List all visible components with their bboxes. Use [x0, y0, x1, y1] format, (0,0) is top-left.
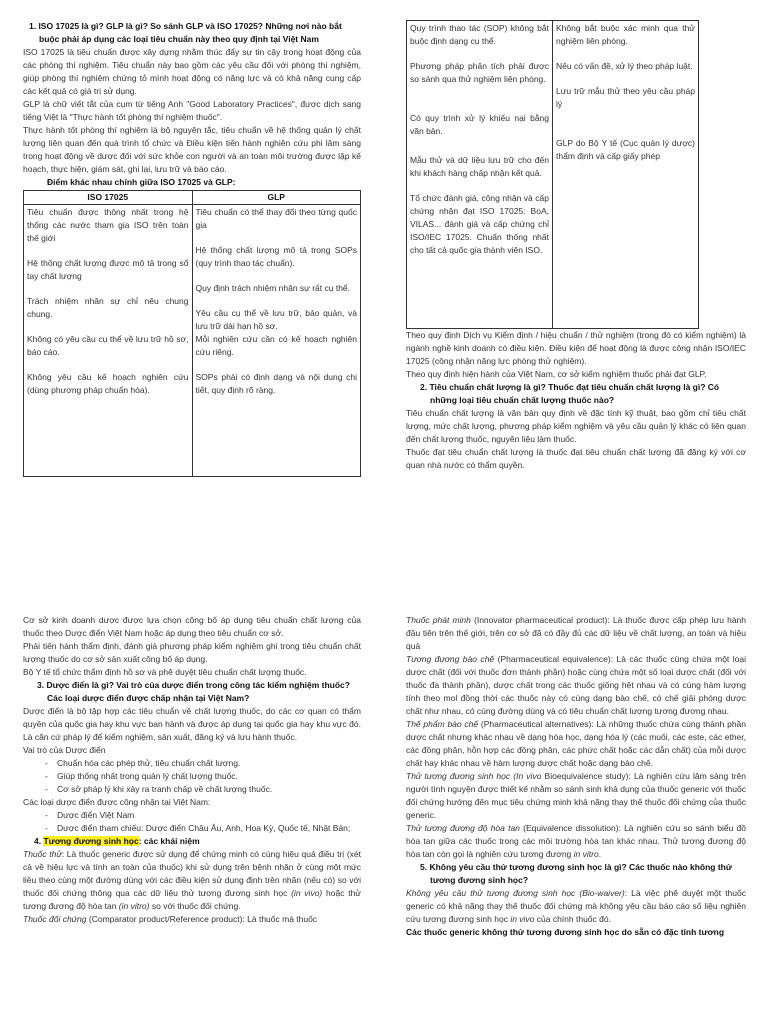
- paragraph: Thuốc đạt tiêu chuẩn chất lượng là thuốc đạt tiêu chuẩn chất lượng đã đăng ký với cơ quan nhà nước có thẩm quyền.: [406, 447, 746, 470]
- comparison-table-part-1: [23, 190, 361, 477]
- section-4-heading: 4. Tương đương sinh học: các khái niệm: [34, 836, 200, 846]
- bottom-right-column: [406, 614, 746, 939]
- cell-text: Tổ chức đánh giá, công nhận và cấp chứng nhận đạt ISO 17025: BoA, VILAS... đánh giá và cấp chứng chỉ ISO/IEC 17025. Chuẩn thống nhất cho tất cả quốc gia thành viên ISO.: [410, 193, 549, 255]
- paragraph: GLP là chữ viết tắt của cụm từ tiếng Anh "Good Laboratory Practices", được dịch sang tiếng Việt là "Thực hành tốt phòng thí nghiệm thuốc".: [23, 99, 361, 122]
- table-header-iso: ISO 17025: [24, 191, 193, 205]
- cell-text: Tiêu chuẩn được thông nhất trong hệ thống các nước tham gia ISO trên toàn thế giới: [27, 207, 189, 243]
- cell-text: Quy định trách nhiệm nhân sự rất cụ thể.: [195, 283, 351, 293]
- cell-text: Quy trình thao tác (SOP) không bắt buộc định dạng cụ thể.: [410, 23, 549, 46]
- table-cell-glp: [553, 21, 699, 329]
- cell-text: Không có yêu cầu cụ thể về lưu trữ hồ sơ, báo cáo.: [27, 334, 189, 357]
- definition: Thử tương đương độ hòa tan (Equivalence dissolution): Là nghiên cứu so sánh biểu đồ hòa tan giữa các thuốc trong các môi trường hòa tan khác nhau. Thử tương đương độ hòa tan còn gọi là nghiên cứu tương đương in vitro.: [406, 823, 746, 859]
- cell-text: Không bắt buộc xác minh qua thử nghiệm liên phòng.: [556, 23, 695, 46]
- cell-text: Yêu cầu cụ thể về lưu trữ, bảo quản, và lưu trữ dài hạn hồ sơ.: [195, 308, 357, 331]
- definition: Thử tương đương sinh học (In vivo Bioequivalence study): Là nghiên cứu lâm sàng trên người tình nguyện được thiết kế nhằm so sánh sinh khả dụng của thuốc generic với thuốc đối chứng hướng đến mục tiêu chứng minh khả năng thay thế thuốc đối chứng của thuốc generic.: [406, 771, 746, 820]
- paragraph: Tiêu chuẩn chất lượng là văn bản quy định về đặc tính kỹ thuật, bao gồm chỉ tiêu chất lượng, mức chất lượng, phương pháp kiểm nghiệm và yêu cầu quản lý khác có liên quan đến chất lượng thuốc, nguyên liệu làm thuốc.: [406, 408, 746, 444]
- cell-text: GLP do Bộ Y tế (Cục quản lý dược) thẩm định và cấp giấy phép: [556, 138, 695, 161]
- paragraph: Bộ Y tế tổ chức thẩm định hồ sơ và phê duyệt tiêu chuẩn chất lượng thuốc.: [23, 667, 307, 677]
- table-title: Điểm khác nhau chính giữa ISO 17025 và GLP:: [47, 177, 236, 187]
- paragraph: Theo quy định hiện hành của Việt Nam, cơ sở kiểm nghiệm thuốc phải đạt GLP.: [406, 369, 707, 379]
- cell-text: Lưu trữ mẫu thử theo yêu cầu pháp lý: [556, 86, 695, 109]
- cell-text: Tiêu chuẩn có thể thay đổi theo từng quốc gia: [195, 207, 357, 230]
- cell-text: Có quy trình xử lý khiếu nại bằng văn bản.: [410, 113, 549, 136]
- definition: Thuốc phát minh (Innovator pharmaceutical product): Là thuốc được cấp phép lưu hành đầu tiên trên thế giới, trên cơ sở đã có đầy đủ các dữ liệu về chất lượng, an toàn và hiệu quả: [406, 615, 746, 651]
- bottom-left-column: [23, 614, 361, 926]
- paragraph: Phải tiến hành thẩm định, đánh giá phương pháp kiểm nghiệm ghi trong tiêu chuẩn chất lượng thuốc do cơ sở sản xuất công bố áp dụng.: [23, 641, 361, 664]
- definition: Không yêu cầu thử tương đương sinh học (Bio-waiver): Là việc phê duyệt một thuốc generic có khả năng thay thế thuốc đối chứng mà không yêu cầu báo cáo số liệu nghiên cứu tương đương sinh học in vivo của chính thuốc đó.: [406, 888, 746, 924]
- section-3-heading: 3. Dược điển là gì? Vai trò của dược điển trong công tác kiểm nghiệm thuốc? Các loại dược điển được chấp nhận tại Việt Nam?: [37, 680, 350, 703]
- comparison-table-part-2: [406, 20, 699, 329]
- cell-text: Hệ thống chất lượng mô tả trong SOPs (quy trình thao tác chuẩn).: [195, 245, 357, 268]
- table-cell-glp: [192, 205, 361, 477]
- cell-text: Phương pháp phân tích phải được so sánh qua thử nghiệm liên phòng.: [410, 61, 549, 84]
- section-5-heading: 5. Không yêu cầu thử tương đương sinh học là gì? Các thuốc nào không thử tương đương sinh học?: [420, 862, 733, 885]
- definition: Thuốc đối chứng (Comparator product/Reference product): Là thuốc mà thuốc: [23, 914, 318, 924]
- section-1-heading: 1. ISO 17025 là gì? GLP là gì? So sánh GLP và ISO 17025? Những nơi nào bắt buộc phải áp dụng các loại tiêu chuẩn này theo quy định tại Việt Nam: [29, 21, 342, 44]
- cell-text: Trách nhiệm nhân sự chỉ nêu chung chung.: [27, 296, 189, 319]
- paragraph: Theo quy định Dịch vụ Kiểm định / hiệu chuẩn / thử nghiệm (trong đó có kiểm nghiệm) là ngành nghề kinh doanh có điều kiện. Điều kiện để hoạt động là được công nhận ISO/IEC 17025 (công nhận năng lực phòng thử nghiệm).: [406, 330, 746, 366]
- top-left-column: [23, 20, 361, 477]
- types-title: Các loại dược điển được công nhận tại Việt Nam:: [23, 797, 211, 807]
- role-title: Vai trò của Dược điển: [23, 745, 106, 755]
- highlighted-term: Tương đương sinh học: [43, 836, 139, 846]
- table-cell-iso: [407, 21, 553, 329]
- paragraph: ISO 17025 là tiêu chuẩn được xây dựng nhằm thúc đẩy sự tin cậy trong hoạt động của các phòng thí nghiệm. Tiêu chuẩn này bao gồm các yêu cầu đối với phòng thí nghiệm, giúp phòng thí nghiệm chứng tỏ mình hoạt động có năng lực và có khả năng cung cấp các kết quả có giá trị sử dụng.: [23, 47, 361, 96]
- definition: Tương đương bào chế (Pharmaceutical equivalence): Là các thuốc cùng chứa một loại dược chất (đối với thuốc đơn thành phần) hoặc cùng chứa một số loại dược chất (đối với thuốc đa thành phần), dược chất trong các thuốc giống hệt nhau và có cùng hàm lượng tính theo mol đồng thời các thuốc này có cùng dạng bào chế, có chế giải phóng dược chất như nhau, có cùng đường dùng và có tiêu chuẩn chất lượng tương đương nhau.: [406, 654, 746, 716]
- top-right-column: [406, 20, 746, 472]
- cell-text: SOPs phải có định dạng và nội dung chi tiết, quy định rõ ràng.: [195, 372, 357, 395]
- paragraph: Cơ sở kinh doanh dược được lựa chọn công bố áp dụng tiêu chuẩn chất lượng của thuốc theo Dược điển Việt Nam hoặc áp dụng theo tiêu chuẩn cơ sở.: [23, 615, 361, 638]
- list-item: - Dược điển Việt Nam: [57, 809, 361, 822]
- cell-text: Mẫu thử và dữ liệu lưu trữ cho đến khi khách hàng chấp nhận kết quả.: [410, 155, 549, 178]
- cut-off-heading: Các thuốc generic không thử tương đương sinh học do sẵn có đặc tính tương: [406, 927, 725, 937]
- cell-text: Mỗi nghiên cứu cần có kế hoạch nghiên cứu riêng.: [195, 334, 357, 357]
- list-item: - Cơ sở pháp lý khi xảy ra tranh chấp về chất lượng thuốc.: [57, 783, 361, 796]
- paragraph: Thực hành tốt phòng thí nghiệm là bộ nguyên tắc, tiêu chuẩn về hệ thống quản lý chất lượng liên quan đến quá trình tổ chức và Điều kiện tiến hành nghiên cứu phi lâm sàng trong hoạt động về dược đối với sức khỏe con người và an toàn môi trường được lập kế hoạch, thực hiện, giám sát, ghi lại, lưu trữ và báo cáo.: [23, 125, 361, 174]
- cell-text: Hệ thống chất lượng được mô tả trong sổ tay chất lượng: [27, 258, 189, 281]
- role-list: [23, 757, 361, 796]
- definition: Thế phẩm bào chế (Pharmaceutical alternatives): Là những thuốc chứa cùng thành phần dược chất nhưng khác nhau về dạng hóa học, dạng hóa lý (các muối, các este, các ether, các đồng phân, hỗn hợp các đồng phân, các phức chất hoặc các dẫn chất) của mỗi dược chất hay khác nhau về hàm lượng dược chất hoặc dạng bào chế.: [406, 719, 746, 768]
- types-list: [23, 809, 361, 835]
- paragraph: Dược điển là bộ tập hợp các tiêu chuẩn về chất lượng thuốc, do các cơ quan có thẩm quyền của quốc gia hay khu vực ban hành và được áp dụng tại quốc gia hay khu vực đó. Là căn cứ pháp lý để kiểm nghiệm, sản xuất, đăng ký và lưu hành thuốc.: [23, 706, 361, 742]
- section-2-heading: 2. Tiêu chuẩn chất lượng là gì? Thuốc đạt tiêu chuẩn chất lượng là gì? Có những loại tiêu chuẩn chất lượng thuốc nào?: [420, 382, 720, 405]
- table-cell-iso: [24, 205, 193, 477]
- cell-text: Không yêu cầu kế hoạch nghiên cứu (dùng phương pháp chuẩn hóa).: [27, 372, 189, 395]
- definition: Thuốc thử: Là thuốc generic được sử dụng để chứng minh có cùng hiệu quả điều trị (xét cả về hiệu lực và tính an toàn của thuốc) khi sử dụng trên bệnh nhân ở cùng một mức liều theo cùng một đường dùng với các điều kiện sử dụng định trên nhãn (nếu có) so với thuốc đối chứng thông qua các dữ liệu thử tương đương sinh học (in vivo) hoặc thử tương đương độ hòa tan (in vitro) so với thuốc đối chứng.: [23, 849, 361, 911]
- list-item: - Chuẩn hóa các phép thử, tiêu chuẩn chất lượng.: [57, 757, 361, 770]
- table-header-glp: GLP: [192, 191, 361, 205]
- cell-text: Nếu có vấn đề, xử lý theo pháp luật.: [556, 61, 693, 71]
- list-item: - Giúp thống nhất trong quản lý chất lượng thuốc.: [57, 770, 361, 783]
- list-item: - Dược điển tham chiếu: Dược điển Châu Âu, Anh, Hoa Kỳ, Quốc tế, Nhật Bản;: [57, 822, 361, 835]
